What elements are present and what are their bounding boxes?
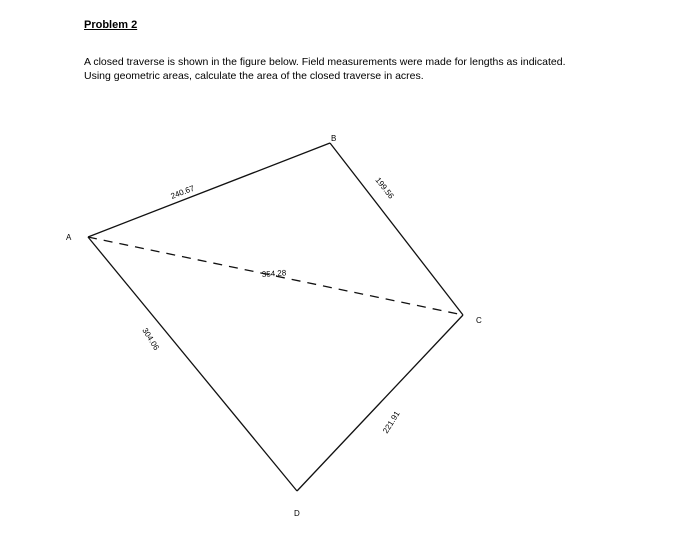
length-label-ad: 304.06 xyxy=(140,326,161,352)
side-cd xyxy=(297,315,463,491)
length-label-dc: 221.91 xyxy=(381,409,402,436)
problem-heading: Problem 2 xyxy=(84,19,138,31)
length-label-ab: 240.67 xyxy=(169,183,196,201)
length-label-bc: 199.56 xyxy=(373,175,396,201)
statement-line-2: Using geometric areas, calculate the area of the closed traverse in acres. xyxy=(84,70,424,82)
statement-line-1: A closed traverse is shown in the figure below. Field measurements were made for lengths as indicated. xyxy=(84,56,566,68)
point-label-d: D xyxy=(294,509,300,518)
point-label-a: A xyxy=(66,233,72,242)
point-label-b: B xyxy=(331,134,337,143)
length-label-ac: 354.28 xyxy=(261,268,287,279)
point-label-c: C xyxy=(476,316,482,325)
side-bc xyxy=(330,143,463,315)
side-ab xyxy=(88,143,330,237)
